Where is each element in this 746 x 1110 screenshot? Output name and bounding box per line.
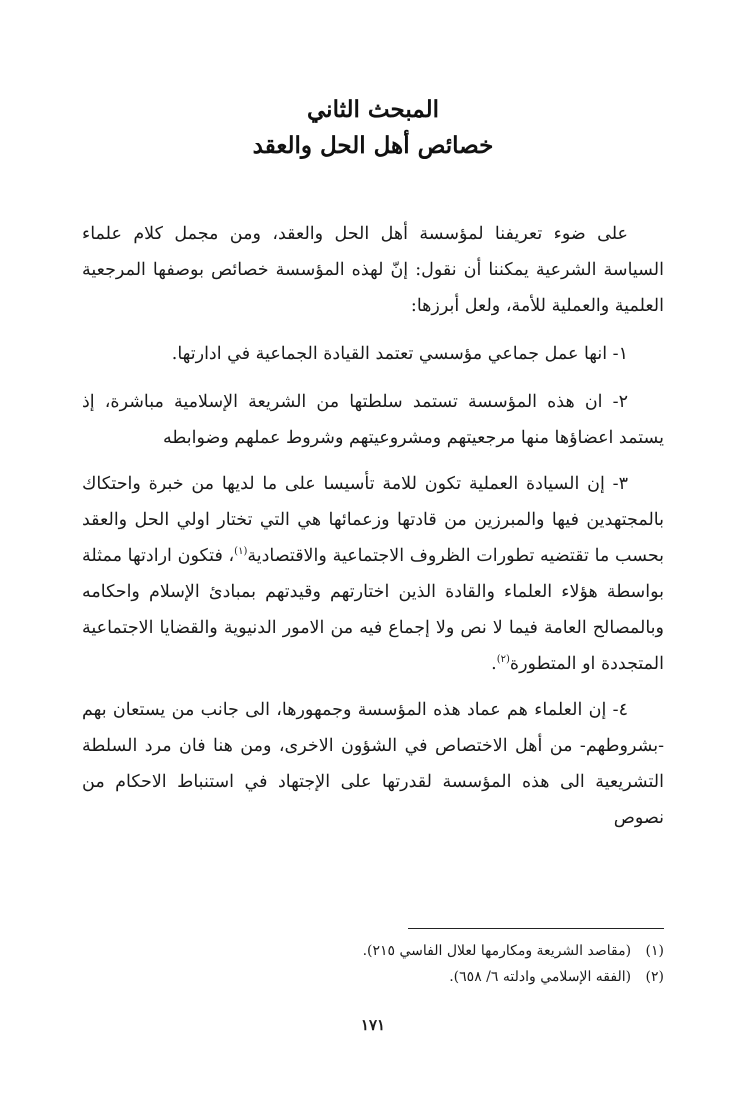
intro-paragraph: على ضوء تعريفنا لمؤسسة أهل الحل والعقد، ومن مجمل كلام علماء السياسة الشرعية يمكننا أن نقول: إنّ لهذه المؤسسة خصائص بوصفها المرجعية العلمية والعملية للأمة، ولعل أبرزها: [82,224,664,316]
footnote-ref-1[interactable]: (١) [234,546,248,558]
footnote-2-number: (٢) [645,969,664,985]
section-subtitle: خصائص أهل الحل والعقد [252,132,494,159]
section-title: المبحث الثاني [307,96,439,123]
list-item-3 [82,466,664,682]
footnote-1 [104,938,664,964]
list-item-3-part2: ، فتكون ارادتها ممثلة بواسطة هؤلاء العلماء والقادة الذين اختارتهم وقيدتهم بمبادئ الإسلام واحكامه وبالمصالح العامة فيما لا نص ولا إجماع فيه من الامور الدنيوية والقضايا الاجتماعية المتجددة او المتطورة [82,546,664,674]
footnote-1-text: (مقاصد الشريعة ومكارمها لعلال الفاسي ٢١٥). [362,943,632,959]
footnote-divider [408,928,664,929]
list-item-1: ١- انها عمل جماعي مؤسسي تعتمد القيادة الجماعية في ادارتها. [171,344,628,364]
list-item-2: ٢- ان هذه المؤسسة تستمد سلطتها من الشريعة الإسلامية مباشرة، إذ يستمد اعضاؤها منها مرجعيتهم ومشروعيتهم وشروط عملهم وضوابطه [82,392,664,448]
body-text [82,216,664,846]
footnote-ref-2[interactable]: (٢) [496,654,510,666]
footnote-2-text: (الفقه الإسلامي وادلته ٦/ ٦٥٨). [449,969,632,985]
list-item-4: ٤- إن العلماء هم عماد هذه المؤسسة وجمهورها، الى جانب من يستعان بهم -بشروطهم- من أهل الاختصاص في الشؤون الاخرى، ومن هنا فان مرد السلطة التشريعية الى هذه المؤسسة لقدرتها على الإجتهاد في استنباط الاحكام من نصوص [82,700,664,828]
list-item-3-part1: ٣- إن السيادة العملية تكون للامة تأسيسا على ما لديها من خبرة واحتكاك بالمجتهدين فيها والمبرزين من قادتها وزعمائها هي التي تختار اولي الحل والعقد بحسب ما تقتضيه تطورات الظروف الاجتماعية والاقتصادية [82,474,664,566]
footnotes [104,938,664,990]
list-item-3-end: . [491,654,497,674]
footnote-1-number: (١) [645,943,664,959]
footnote-2 [104,964,664,990]
page-number: ١٧١ [360,1016,386,1034]
